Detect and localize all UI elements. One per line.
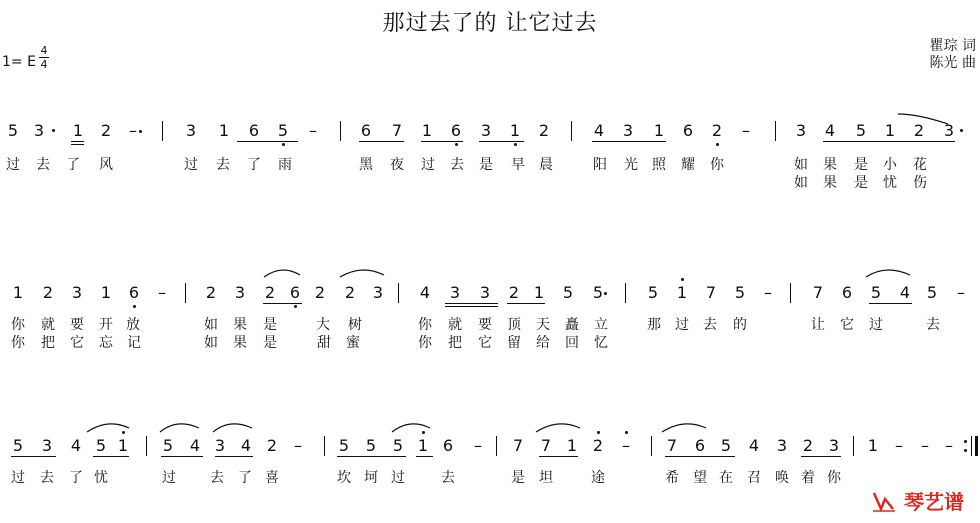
note: 3 (33, 121, 45, 140)
note: 1 (653, 121, 665, 140)
note: 2 (508, 283, 520, 302)
lyric-char: 过 (184, 157, 198, 173)
lyric-char: 忧 (94, 470, 108, 486)
note: 6 (128, 283, 140, 302)
note: 1 (676, 283, 688, 302)
note: 7 (666, 436, 678, 455)
lyric-char: 在 (719, 470, 733, 486)
slur (662, 424, 706, 432)
note: 7 (540, 436, 552, 455)
note: 5 (562, 283, 574, 302)
lyric-char: 去 (703, 317, 717, 333)
lyric-char: 坷 (364, 470, 378, 486)
note: – (158, 283, 166, 302)
note: 4 (240, 436, 252, 455)
note: 3 (71, 283, 83, 302)
lyric-char: 晨 (539, 157, 553, 173)
slur (87, 424, 129, 432)
lyric-char: 要 (70, 317, 84, 333)
lyric-char: 去 (441, 470, 455, 486)
note: – (945, 436, 953, 455)
note: 2 (711, 121, 723, 140)
key-signature: 1= E (2, 54, 36, 70)
note: 4 (824, 121, 836, 140)
composer-credit: 陈光 曲 (929, 55, 976, 71)
time-signature-top: 4 (40, 44, 48, 57)
lyric-char: 忘 (99, 335, 113, 351)
note: 3 (41, 436, 53, 455)
note: 3 (449, 283, 461, 302)
note: 1 (509, 121, 521, 140)
note: 4 (748, 436, 760, 455)
lyric-char: 甜 (317, 335, 331, 351)
note: 4 (419, 283, 431, 302)
note: 1 (100, 283, 112, 302)
note: 3 (234, 283, 246, 302)
note: 4 (189, 436, 201, 455)
note: 6 (360, 121, 372, 140)
lyric-char: 要 (478, 317, 492, 333)
note: 5 (162, 436, 174, 455)
note: 5 (277, 121, 289, 140)
lyric-char: 小 (883, 157, 897, 173)
lyric-char: 去 (450, 157, 464, 173)
lyric-char: 给 (536, 335, 550, 351)
song-title: 那过去了的 让它过去 (382, 11, 598, 36)
lyricist-credit: 瞿琮 词 (929, 38, 976, 54)
lyric-char: 大 (316, 317, 330, 333)
lyric-char: 果 (233, 317, 247, 333)
lyric-char: 立 (594, 317, 608, 333)
lyric-char: 是 (511, 470, 525, 486)
note: 2 (592, 436, 604, 455)
lyric-char: 途 (591, 470, 605, 486)
note: 2 (205, 283, 217, 302)
note: 2 (802, 436, 814, 455)
lyric-char: 如 (204, 317, 218, 333)
lyric-char: 天 (536, 317, 550, 333)
lyric-char: 把 (41, 335, 55, 351)
lyric-char: 光 (624, 157, 638, 173)
lyric-char: 了 (238, 470, 252, 486)
note: – (742, 121, 750, 140)
lyric-char: 过 (869, 317, 883, 333)
note: 3 (795, 121, 807, 140)
slur (160, 424, 199, 432)
note: 6 (289, 283, 301, 302)
note: 1 (218, 121, 230, 140)
note: 6 (694, 436, 706, 455)
note: 2 (538, 121, 550, 140)
lyric-char: 阳 (593, 157, 607, 173)
note: 3 (828, 436, 840, 455)
lyric-char: 顶 (507, 317, 521, 333)
note: 3 (372, 283, 384, 302)
lyric-char: 忆 (594, 335, 608, 351)
lyric-char: 树 (348, 317, 362, 333)
note: 1 (421, 121, 433, 140)
note: 2 (314, 283, 326, 302)
lyric-char: 的 (733, 317, 747, 333)
lyric-char: 坎 (337, 470, 351, 486)
note: 3 (943, 121, 955, 140)
note: 3 (480, 121, 492, 140)
note: 5 (855, 121, 867, 140)
lyric-char: 矗 (565, 317, 579, 333)
lyric-char: 雨 (278, 157, 292, 173)
lyric-char: 它 (840, 317, 854, 333)
lyric-char: 了 (66, 157, 80, 173)
note: 5 (392, 436, 404, 455)
lyric-char: 早 (511, 157, 525, 173)
lyric-char: 着 (801, 470, 815, 486)
note: 5 (926, 283, 938, 302)
lyric-char: 过 (421, 157, 435, 173)
note: – (129, 121, 137, 140)
slur (898, 114, 948, 124)
note: 1 (566, 436, 578, 455)
lyric-char: 去 (210, 470, 224, 486)
lyric-char: 是 (479, 157, 493, 173)
note: 7 (812, 283, 824, 302)
note: 2 (264, 283, 276, 302)
logo-text: 琴艺谱 (904, 490, 964, 514)
lyric-char: 过 (391, 470, 405, 486)
logo-icon (871, 491, 897, 513)
note: 3 (479, 283, 491, 302)
lyric-char: 望 (693, 470, 707, 486)
lyric-char: 你 (11, 317, 25, 333)
note: 4 (70, 436, 82, 455)
note: – (309, 121, 317, 140)
note: 6 (450, 121, 462, 140)
lyric-char: 如 (204, 335, 218, 351)
note: 7 (391, 121, 403, 140)
slur (264, 270, 300, 277)
note: 7 (512, 436, 524, 455)
lyric-char: 记 (127, 335, 141, 351)
slur (340, 270, 384, 277)
note: 1 (417, 436, 429, 455)
lyric-char: 过 (6, 157, 20, 173)
time-signature-bottom: 4 (40, 58, 48, 71)
note: 2 (42, 283, 54, 302)
lyric-char: 是 (263, 317, 277, 333)
note: – (474, 436, 482, 455)
lyric-char: 忧 (883, 175, 897, 191)
lyric-char: 把 (448, 335, 462, 351)
lyric-char: 你 (418, 317, 432, 333)
lyric-char: 风 (99, 157, 113, 173)
lyric-char: 唤 (775, 470, 789, 486)
lyric-char: 它 (70, 335, 84, 351)
lyric-char: 就 (41, 317, 55, 333)
note: 3 (214, 436, 226, 455)
note: 2 (266, 436, 278, 455)
note: 2 (100, 121, 112, 140)
lyric-char: 去 (36, 157, 50, 173)
lyric-char: 是 (263, 335, 277, 351)
lyric-char: 夜 (390, 157, 404, 173)
lyric-char: 耀 (681, 157, 695, 173)
lyric-char: 是 (854, 157, 868, 173)
lyric-char: 开 (99, 317, 113, 333)
note: 5 (870, 283, 882, 302)
note: 2 (344, 283, 356, 302)
note: – (622, 436, 630, 455)
lyric-char: 你 (710, 157, 724, 173)
lyric-char: 回 (565, 335, 579, 351)
lyric-char: 让 (811, 317, 825, 333)
lyric-char: 是 (854, 175, 868, 191)
note: 6 (682, 121, 694, 140)
note: 4 (593, 121, 605, 140)
note: 5 (365, 436, 377, 455)
lyric-char: 留 (507, 335, 521, 351)
note: – (764, 283, 772, 302)
lyric-char: 黑 (359, 157, 373, 173)
lyric-char: 照 (652, 157, 666, 173)
lyric-char: 那 (647, 317, 661, 333)
lyric-char: 召 (747, 470, 761, 486)
note: 4 (899, 283, 911, 302)
lyric-char: 果 (823, 157, 837, 173)
note: 5 (647, 283, 659, 302)
lyric-char: 果 (233, 335, 247, 351)
note: 5 (338, 436, 350, 455)
lyric-char: 喜 (265, 470, 279, 486)
note: 1 (12, 283, 24, 302)
lyric-char: 就 (448, 317, 462, 333)
note: 6 (841, 283, 853, 302)
lyric-char: 过 (162, 470, 176, 486)
lyric-char: 去 (926, 317, 940, 333)
slur (866, 270, 910, 277)
note: 1 (117, 436, 129, 455)
note: 5 (720, 436, 732, 455)
lyric-char: 了 (69, 470, 83, 486)
lyric-char: 坦 (539, 470, 553, 486)
note: 1 (884, 121, 896, 140)
lyric-char: 放 (126, 317, 140, 333)
slur (536, 424, 580, 432)
lyric-char: 去 (40, 470, 54, 486)
note: 1 (867, 436, 879, 455)
note: – (921, 436, 929, 455)
note: 5 (7, 121, 19, 140)
note: 5 (12, 436, 24, 455)
note: 7 (705, 283, 717, 302)
note: 3 (622, 121, 634, 140)
lyric-char: 去 (216, 157, 230, 173)
note: 5 (734, 283, 746, 302)
note: – (294, 436, 302, 455)
note: 6 (248, 121, 260, 140)
lyric-char: 蜜 (346, 335, 360, 351)
note: 5 (95, 436, 107, 455)
note: 5 (592, 283, 604, 302)
lyric-char: 伤 (913, 175, 927, 191)
note: 3 (776, 436, 788, 455)
lyric-char: 你 (11, 335, 25, 351)
note: – (957, 283, 965, 302)
lyric-char: 如 (794, 175, 808, 191)
lyric-char: 花 (913, 157, 927, 173)
note: 2 (913, 121, 925, 140)
note: 3 (185, 121, 197, 140)
site-logo (871, 486, 964, 515)
lyric-char: 它 (478, 335, 492, 351)
lyric-char: 过 (675, 317, 689, 333)
lyric-char: 希 (665, 470, 679, 486)
note: – (895, 436, 903, 455)
note: 6 (442, 436, 454, 455)
lyric-char: 你 (827, 470, 841, 486)
note: 1 (72, 121, 84, 140)
lyric-char: 了 (247, 157, 261, 173)
lyric-char: 你 (418, 335, 432, 351)
note: 1 (533, 283, 545, 302)
slur (392, 424, 430, 432)
slur (213, 424, 252, 432)
lyric-char: 果 (823, 175, 837, 191)
lyric-char: 过 (11, 470, 25, 486)
lyric-char: 如 (794, 157, 808, 173)
